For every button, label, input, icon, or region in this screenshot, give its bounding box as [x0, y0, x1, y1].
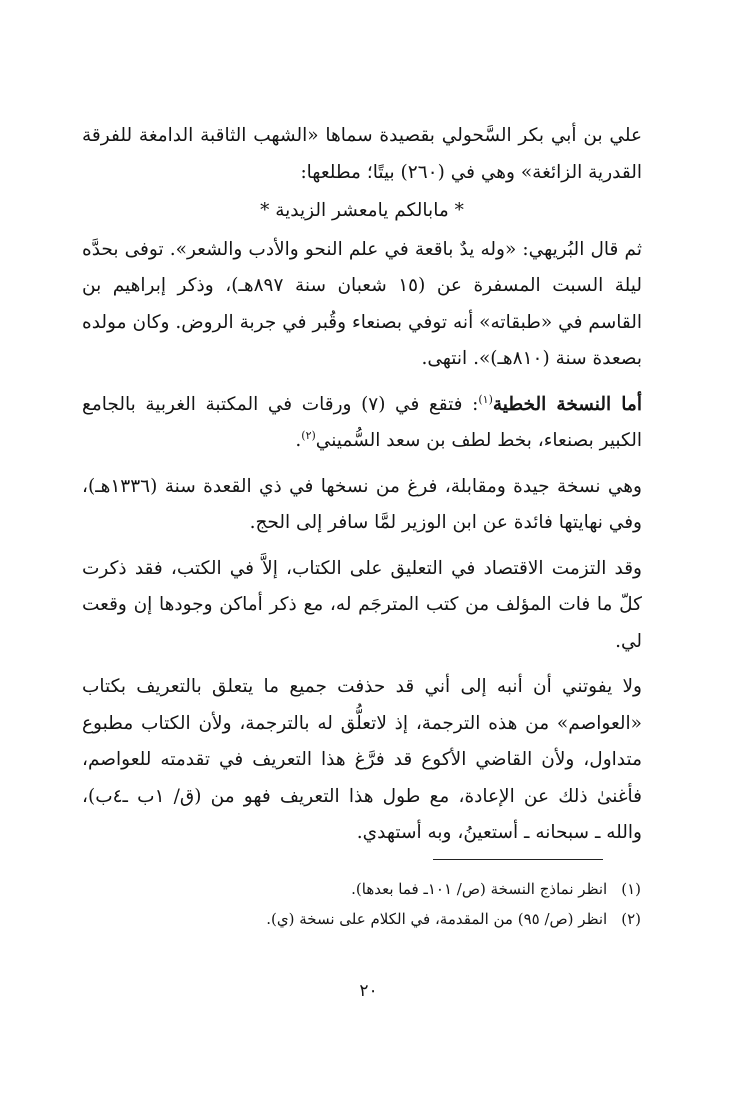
verse-line: * مابالكم يامعشر الزيدية * — [260, 200, 464, 221]
footnote-item — [81, 904, 641, 934]
footnote-text: انظر نماذج النسخة (ص/ ١٠١ـ فما بعدها). — [351, 880, 608, 898]
footnote-number: (٢) — [621, 910, 641, 928]
paragraph-biography: ثم قال البُريهي: «وله يدٌ باقعة في علم النحو والأدب والشعر». توفى بحدَّه ليلة السبت المسفرة عن (١٥ شعبان سنة ٨٩٧هـ)، وذكر إبراهيم بن القاسم في «طبقاته» أنه توفي بصنعاء وقُبر في جربة الروض. وكان مولده بصعدة سنة (٨١٠هـ)». انتهى. — [82, 238, 643, 369]
paragraph-commentary: وقد التزمت الاقتصاد في التعليق على الكتاب، إلاَّ في الكتب، فقد ذكرت كلّ ما فات المؤلف من كتب المترجَم له، مع ذكر أماكن وجودها إن وقعت لي. — [82, 557, 642, 652]
main-text — [82, 118, 642, 861]
footnote-item — [81, 874, 641, 904]
footnote-number: (١) — [621, 880, 641, 898]
page-number: ٢٠ — [359, 981, 378, 1001]
manuscript-description: : فتقع في (٧) ورقات في المكتبة الغربية بالجامع الكبير بصنعاء، بخط لطف بن سعد السُّميني — [82, 393, 642, 451]
paragraph-intro: علي بن أبي بكر السَّحولي بقصيدة سماها «الشهب الثاقبة الدامغة للفرقة القدرية الزائغة» وهي في (٢٦٠) بيتًا؛ مطلعها: — [82, 125, 642, 183]
manuscript-heading: أما النسخة الخطية — [492, 393, 642, 415]
footnote-ref-1: (١) — [478, 392, 493, 406]
paragraph-manuscript — [82, 387, 642, 460]
paragraph-copy-quality: وهي نسخة جيدة ومقابلة، فرغ من نسخها في ذي القعدة سنة (١٣٣٦هـ)، وفي نهايتها فائدة عن ابن الوزير لمَّا سافر إلى الحج. — [82, 475, 642, 533]
footnote-ref-2: (٢) — [301, 428, 316, 442]
footnotes — [81, 874, 641, 934]
footnote-separator — [433, 859, 603, 860]
manuscript-period: . — [295, 430, 302, 451]
paragraph-omission-note: ولا يفوتني أن أنبه إلى أني قد حذفت جميع ما يتعلق بالتعريف بكتاب «العواصم» من هذه الترجمة، إذ لاتعلُّق له بالترجمة، ولأن الكتاب مطبوع متداول، ولأن القاضي الأكوع قد فرَّغ هذا التعريف في تقدمته للعواصم، فأغنىٰ ذلك عن الإعادة، مع طول هذا التعريف فهو من (ق/ ١ب ـ٤ب)، والله ـ سبحانه ـ أستعينُ، وبه أستهدي. — [82, 676, 642, 843]
footnote-text: انظر (ص/ ٩٥) من المقدمة، في الكلام على نسخة (ي). — [266, 910, 608, 928]
